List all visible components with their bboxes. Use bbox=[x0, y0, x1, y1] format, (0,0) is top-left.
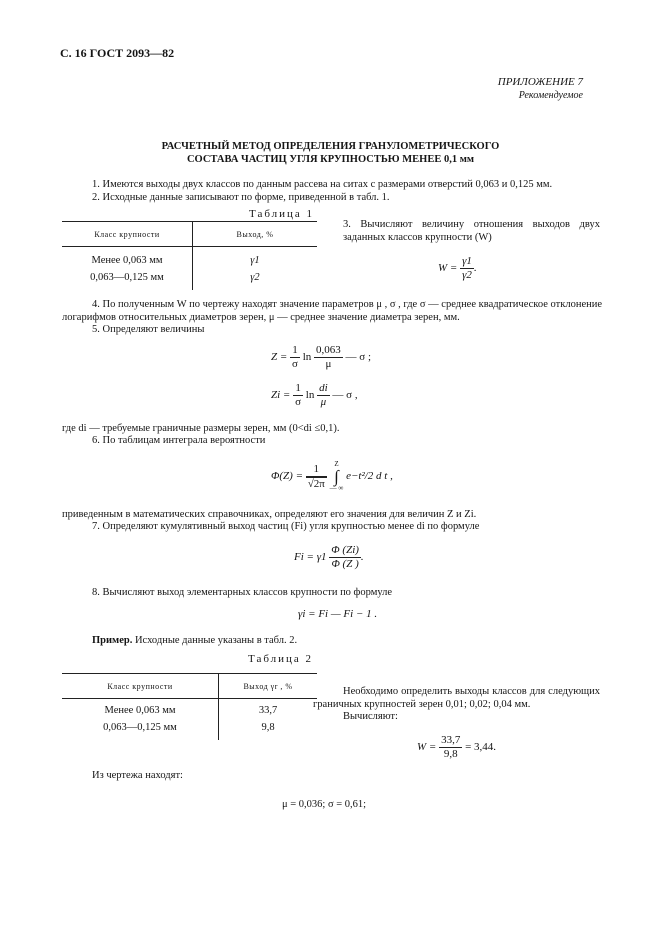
formula-w-den: γ2 bbox=[462, 269, 472, 281]
formula-z-one: 1 bbox=[290, 345, 300, 358]
table1-header-yield: Выход, % bbox=[193, 222, 318, 247]
formula-zi bbox=[271, 383, 358, 408]
formula-phi bbox=[271, 460, 393, 493]
paragraph-6: 6. По таблицам интеграла вероятности bbox=[92, 435, 266, 446]
formula-w-result bbox=[417, 735, 496, 760]
integral-sign: Z ∫ — ∞ bbox=[329, 460, 344, 492]
formula-fi: Fi = γ1 $\frac{\Phi (Zi)}{\Phi (Z )}$ . bbox=[294, 544, 364, 570]
paragraph-3: 3. Вычисляют величину отношения выходов двух заданных классов крупности (W) bbox=[343, 219, 600, 243]
appendix-status: Рекомендуемое bbox=[518, 90, 583, 101]
paragraph-7: 7. Определяют кумулятивный выход частиц (Fi) угля крупностью менее di по формуле bbox=[92, 521, 480, 532]
formula-w2-result: = 3,44. bbox=[465, 741, 497, 754]
formula-zi-one: 1 bbox=[293, 383, 303, 396]
formula-phi-lhs: Φ(Z) = bbox=[271, 470, 303, 483]
table-2 bbox=[62, 673, 317, 740]
table-cell: 33,7 bbox=[258, 705, 278, 716]
table-row bbox=[62, 269, 317, 290]
paragraph-from-chart: Из чертежа находят: bbox=[92, 770, 183, 781]
formula-zi-sigma: σ bbox=[295, 396, 302, 408]
formula-w-lhs: W = bbox=[438, 262, 458, 275]
paragraph-1: 1. Имеются выходы двух классов по данным рассева на ситах с размерами отверстий 0,063 и 0,125 мм. bbox=[92, 179, 553, 190]
formula-z-frac-den: μ bbox=[325, 358, 332, 370]
formula-mu-sigma: μ = 0,036; σ = 0,61; bbox=[282, 799, 367, 810]
table-cell: γ1 bbox=[250, 255, 260, 266]
table-cell: Менее 0,063 мм bbox=[62, 247, 193, 270]
integral-upper-limit: Z bbox=[334, 460, 339, 468]
formula-z-sigma: σ bbox=[292, 358, 298, 370]
example-label: Пример. bbox=[92, 635, 133, 646]
paragraph-6-after: приведенным в математических справочниках, определяют его значения для величин Z и Zi. bbox=[62, 509, 477, 520]
formula-fi-lhs: Fi = γ1 bbox=[294, 551, 327, 564]
formula-zi-tail: — σ , bbox=[332, 389, 358, 402]
table-row bbox=[62, 247, 317, 270]
table-cell: 0,063—0,125 мм bbox=[62, 269, 193, 290]
formula-phi-one: 1 bbox=[306, 464, 327, 477]
paragraph-5-where: где di — требуемые граничные размеры зерен, мм (0<di ≤0,1). bbox=[62, 423, 340, 434]
table2-header-class: Класс крупности bbox=[62, 674, 219, 699]
formula-w2-lhs: W = bbox=[417, 741, 437, 754]
paragraph-5: 5. Определяют величины bbox=[92, 324, 205, 335]
paragraph-calc: Вычисляют: bbox=[343, 711, 398, 722]
paragraph-8: 8. Вычисляют выход элементарных классов крупности по формуле bbox=[92, 587, 393, 598]
formula-fi-den: Φ (Z ) bbox=[331, 558, 359, 570]
formula-gi: γi = Fi — Fi − 1 . bbox=[298, 608, 378, 620]
formula-w2-num: 33,7 bbox=[441, 734, 461, 746]
formula-w: W = $\frac{\gamma 1}{\gamma 2}$ . bbox=[438, 255, 477, 281]
title-line-1: РАСЧЕТНЫЙ МЕТОД ОПРЕДЕЛЕНИЯ ГРАНУЛОМЕТРИЧЕСКОГО bbox=[161, 141, 500, 152]
formula-phi-den: √2π bbox=[307, 477, 325, 490]
table-cell: 9,8 bbox=[261, 722, 275, 733]
table-cell: γ2 bbox=[250, 272, 260, 283]
appendix-label bbox=[498, 76, 583, 102]
page-header: С. 16 ГОСТ 2093—82 bbox=[60, 46, 175, 60]
table-1 bbox=[62, 221, 317, 290]
formula-zi-frac-num: di bbox=[319, 382, 328, 394]
document-title bbox=[0, 140, 661, 166]
formula-w-num: γ1 bbox=[462, 255, 472, 267]
formula-zi-lhs: Zi = bbox=[271, 389, 291, 402]
paragraph-2: 2. Исходные данные записывают по форме, приведенной в табл. 1. bbox=[92, 192, 390, 203]
formula-zi-frac-den: μ bbox=[320, 396, 327, 408]
formula-z-tail: — σ ; bbox=[345, 351, 372, 364]
formula-zi-ln: ln bbox=[305, 389, 315, 402]
appendix-title: ПРИЛОЖЕНИЕ 7 bbox=[497, 76, 583, 88]
example-text: Исходные данные указаны в табл. 2. bbox=[134, 635, 298, 646]
table-cell: Менее 0,063 мм bbox=[62, 699, 219, 720]
paragraph-necessary: Необходимо определить выходы классов для следующих граничных крупностей зерен 0,01; 0,02; 0,04 мм. bbox=[313, 686, 600, 710]
table1-header-class: Класс крупности bbox=[62, 222, 193, 247]
formula-z-ln: ln bbox=[302, 351, 312, 364]
formula-z-lhs: Z = bbox=[271, 351, 288, 364]
formula-z-frac-num: 0,063 bbox=[316, 344, 341, 356]
formula-w2-den: 9,8 bbox=[443, 748, 458, 760]
formula-phi-integrand: e−t²/2 d t , bbox=[346, 470, 393, 483]
paragraph-4: 4. По полученным W по чертежу находят значение параметров μ , σ , где σ — среднее квадратическое отклонение логарифмов относительных диаметров зерен, μ — среднее значение диаметра зерен, мм. bbox=[62, 299, 602, 323]
example-line bbox=[92, 634, 297, 647]
formula-z bbox=[271, 345, 371, 370]
table1-caption: Таблица 1 bbox=[249, 208, 315, 220]
table2-header-yield: Выход γr , % bbox=[219, 674, 318, 699]
table-cell: 0,063—0,125 мм bbox=[62, 719, 219, 740]
formula-fi-num: Φ (Zi) bbox=[331, 544, 359, 556]
title-line-2: СОСТАВА ЧАСТИЦ УГЛЯ КРУПНОСТЬЮ МЕНЕЕ 0,1 мм bbox=[186, 154, 475, 165]
table2-caption: Таблица 2 bbox=[248, 653, 314, 665]
table-row bbox=[62, 719, 317, 740]
table-row bbox=[62, 699, 317, 720]
integral-lower-limit: — ∞ bbox=[329, 484, 344, 492]
